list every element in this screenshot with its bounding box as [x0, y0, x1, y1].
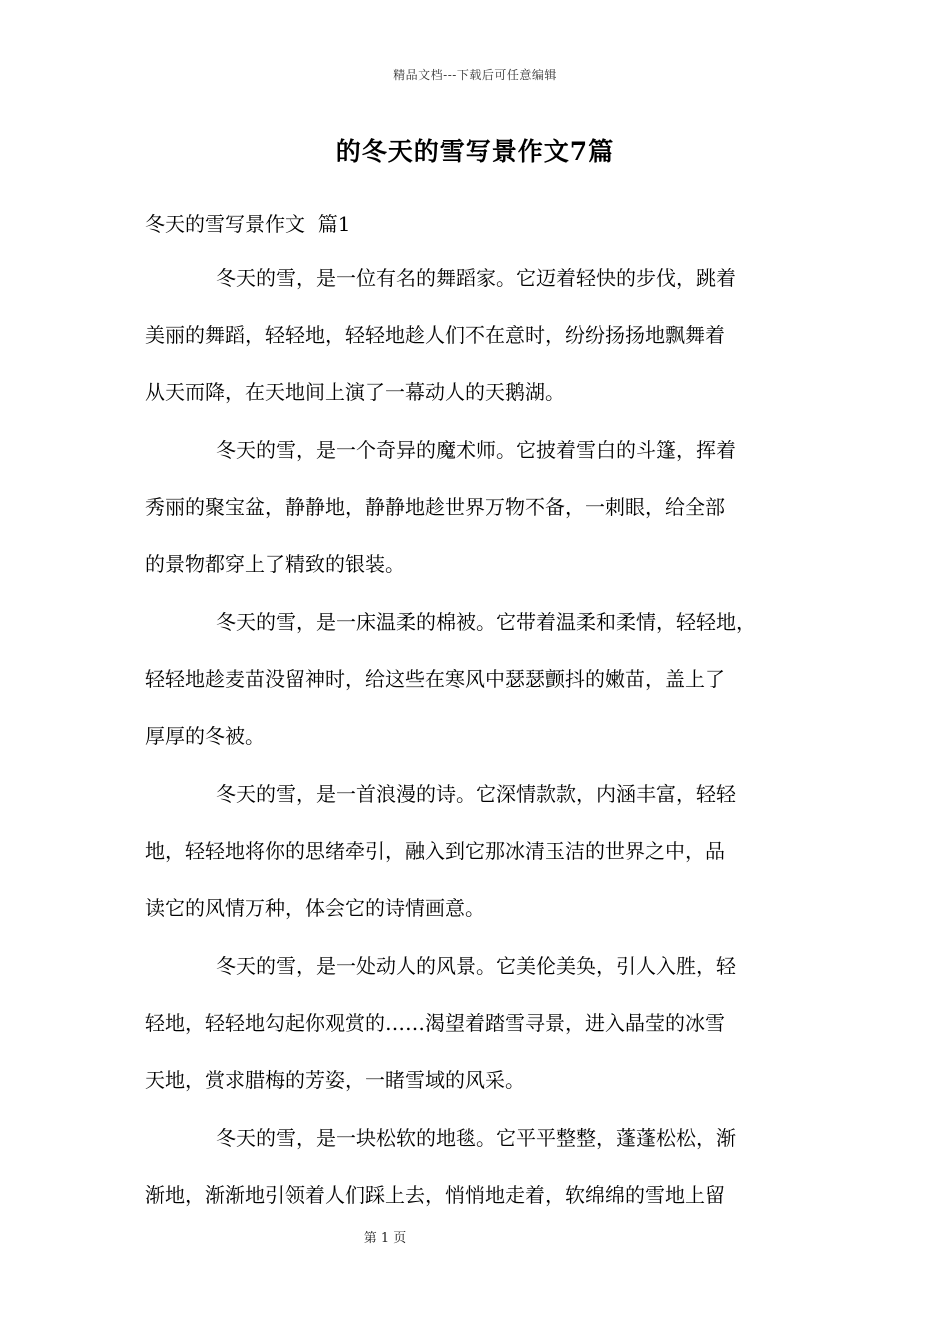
paragraph-3-line-3: 厚厚的冬被。	[145, 724, 265, 748]
section-heading: 冬天的雪写景作文 篇1	[145, 212, 351, 236]
paragraph-4-line-2: 地，轻轻地将你的思绪牵引，融入到它那冰清玉洁的世界之中，品	[145, 839, 725, 863]
paragraph-5-line-3: 天地，赏求腊梅的芳姿，一睹雪域的风采。	[145, 1068, 525, 1092]
paragraph-1-line-2: 美丽的舞蹈，轻轻地，轻轻地趁人们不在意时，纷纷扬扬地飘舞着	[145, 323, 725, 347]
paragraph-4-line-3: 读它的风情万种，体会它的诗情画意。	[145, 896, 485, 920]
paragraph-3-line-2: 轻轻地趁麦苗没留神时，给这些在寒风中瑟瑟颤抖的嫩苗，盖上了	[145, 667, 725, 691]
paragraph-1-line-1: 冬天的雪，是一位有名的舞蹈家。它迈着轻快的步伐，跳着	[216, 266, 736, 290]
paragraph-2-line-1: 冬天的雪，是一个奇异的魔术师。它披着雪白的斗篷，挥着	[216, 438, 736, 462]
paragraph-2-line-3: 的景物都穿上了精致的银装。	[145, 552, 405, 576]
paragraph-6-line-1: 冬天的雪，是一块松软的地毯。它平平整整，蓬蓬松松，渐	[216, 1126, 736, 1150]
paragraph-3-line-1: 冬天的雪，是一床温柔的棉被。它带着温柔和柔情，轻轻地，	[216, 610, 756, 634]
paragraph-2-line-2: 秀丽的聚宝盆，静静地，静静地趁世界万物不备，一刺眼，给全部	[145, 495, 725, 519]
paragraph-1-line-3: 从天而降，在天地间上演了一幕动人的天鹅湖。	[145, 380, 565, 404]
document-title: 的冬天的雪写景作文7篇	[335, 137, 615, 166]
page-number: 第 1 页	[363, 1231, 407, 1246]
paragraph-5-line-2: 轻地，轻轻地勾起你观赏的……渴望着踏雪寻景，进入晶莹的冰雪	[145, 1011, 725, 1035]
header-note: 精品文档---下载后可任意编辑	[393, 68, 557, 82]
paragraph-5-line-1: 冬天的雪，是一处动人的风景。它美伦美奂，引人入胜，轻	[216, 954, 736, 978]
paragraph-4-line-1: 冬天的雪，是一首浪漫的诗。它深情款款，内涵丰富，轻轻	[216, 782, 736, 806]
paragraph-6-line-2: 渐地，渐渐地引领着人们踩上去，悄悄地走着，软绵绵的雪地上留	[145, 1183, 725, 1207]
